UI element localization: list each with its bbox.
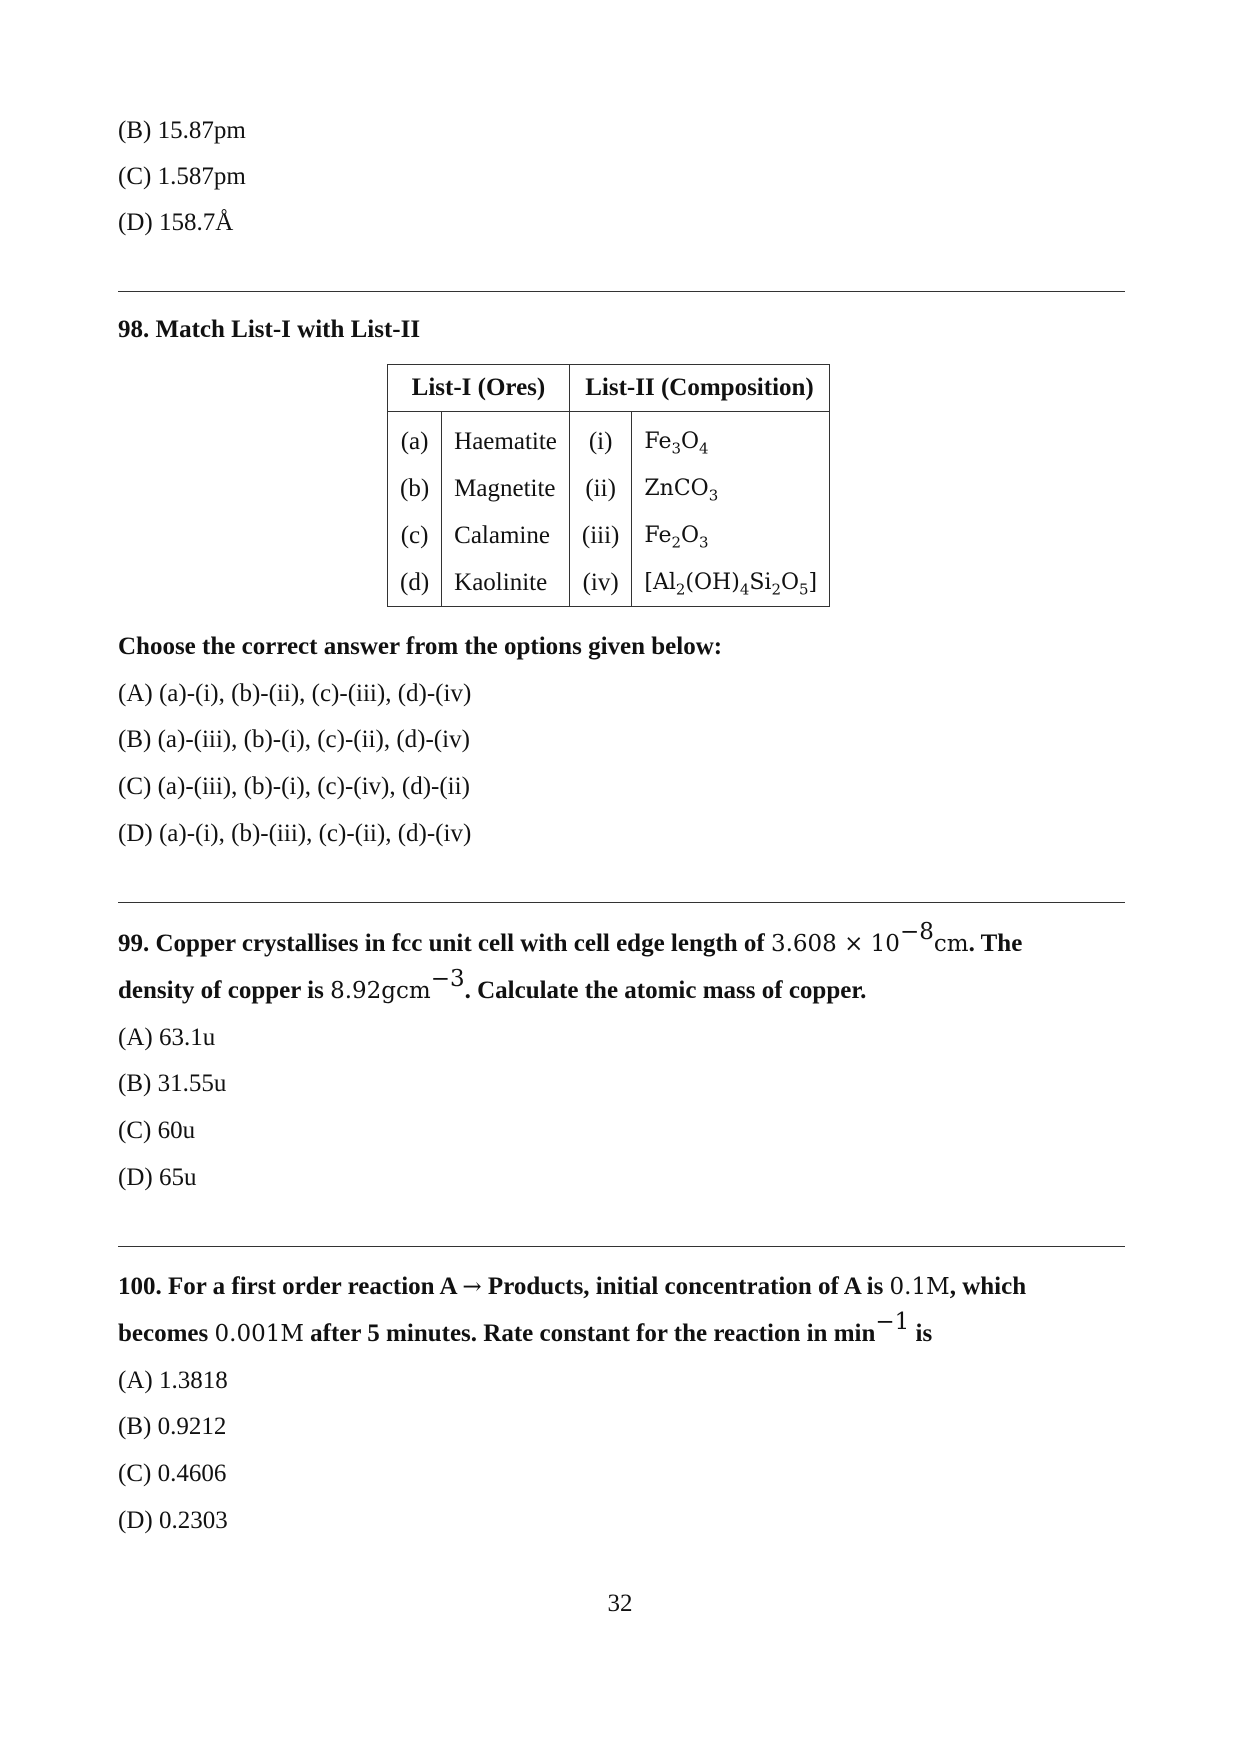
list-ii-label: (ii)	[569, 465, 632, 512]
q98-instruction: Choose the correct answer from the options given below:	[118, 633, 723, 660]
option-b-prev: (B) 15.87pm	[118, 117, 246, 144]
q98-option-a: (A) (a)-(i), (b)-(ii), (c)-(iii), (d)-(iv)	[118, 680, 472, 707]
list-ii-label: (iv)	[569, 559, 632, 607]
list-i-label: (c)	[388, 512, 442, 559]
composition: $Fe_3O_4$	[632, 412, 830, 466]
q99-option-c: (C) 60u	[118, 1117, 196, 1144]
q98-option-b: (B) (a)-(iii), (b)-(i), (c)-(ii), (d)-(iv)	[118, 726, 470, 753]
q99-option-d: (D) 65u	[118, 1164, 197, 1191]
ore-name: Kaolinite	[442, 559, 570, 607]
q100-option-a: (A) 1.3818	[118, 1367, 228, 1394]
q100-option-d: (D) 0.2303	[118, 1507, 228, 1534]
list-ii-label: (i)	[569, 412, 632, 466]
q99-option-a: (A) 63.1u	[118, 1024, 216, 1051]
ore-name: Calamine	[442, 512, 570, 559]
separator-rule	[118, 902, 1125, 903]
composition: $[Al_2(OH)_4Si_2O_5]$	[632, 559, 830, 607]
q99-line-1: 99. Copper crystallises in fcc unit cell with cell edge length of $3.608 \times 10^{-8}cm$. The	[118, 919, 1023, 957]
q98-option-c: (C) (a)-(iii), (b)-(i), (c)-(iv), (d)-(ii)	[118, 773, 470, 800]
table-row	[388, 465, 830, 512]
table-row	[388, 412, 830, 466]
match-table	[387, 364, 830, 607]
option-c-prev: (C) 1.587pm	[118, 163, 246, 190]
separator-rule	[118, 1246, 1125, 1247]
composition: ZnCO$_3$	[632, 465, 830, 512]
list-i-label: (a)	[388, 412, 442, 466]
q98-title: 98. Match List-I with List-II	[118, 316, 421, 343]
list-i-label: (d)	[388, 559, 442, 607]
q100-option-c: (C) 0.4606	[118, 1460, 227, 1487]
header-list-ii: List-II (Composition)	[569, 365, 829, 412]
header-list-i: List-I (Ores)	[388, 365, 570, 412]
list-i-label: (b)	[388, 465, 442, 512]
q99-option-b: (B) 31.55u	[118, 1070, 227, 1097]
table-row	[388, 512, 830, 559]
q98-option-d: (D) (a)-(i), (b)-(iii), (c)-(ii), (d)-(iv)	[118, 820, 472, 847]
ore-name: Magnetite	[442, 465, 570, 512]
composition: $Fe_2O_3$	[632, 512, 830, 559]
separator-rule	[118, 291, 1125, 292]
table-row	[388, 559, 830, 607]
page-number: 32	[607, 1590, 633, 1617]
q100-line-1: 100. For a first order reaction A → Products, initial concentration of A is 0.1M, which	[118, 1273, 1027, 1300]
list-ii-label: (iii)	[569, 512, 632, 559]
ore-name: Haematite	[442, 412, 570, 466]
q99-line-2: density of copper is 8.92gcm$^{-3}$. Calculate the atomic mass of copper.	[118, 966, 867, 1004]
q100-line-2: becomes 0.001M after 5 minutes. Rate constant for the reaction in $\min^{-1}$ is	[118, 1309, 933, 1347]
q100-option-b: (B) 0.9212	[118, 1413, 227, 1440]
option-d-prev: (D) 158.7Å	[118, 209, 234, 236]
